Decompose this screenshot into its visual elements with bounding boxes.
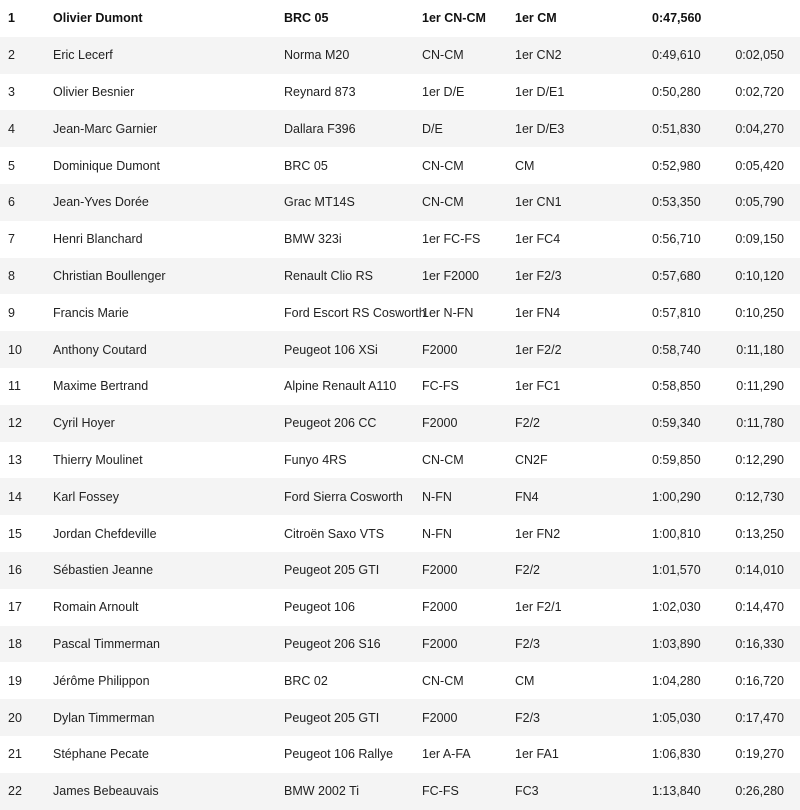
gap-cell bbox=[727, 0, 800, 37]
group-cell: F2000 bbox=[422, 699, 515, 736]
table-row bbox=[0, 221, 800, 258]
class-cell: CM bbox=[515, 673, 535, 688]
position-cell: 6 bbox=[0, 184, 53, 221]
class-cell: F2/2 bbox=[515, 405, 652, 442]
class-cell: F2/2 bbox=[515, 552, 652, 589]
group-cell: FC-FS bbox=[422, 379, 459, 394]
car-model-cell: Peugeot 106 Rallye bbox=[284, 747, 394, 762]
group-cell: CN-CM bbox=[422, 184, 515, 221]
car-model-cell: Funyo 4RS bbox=[284, 452, 347, 467]
position-cell: 14 bbox=[0, 478, 53, 515]
driver-name-cell: Olivier Besnier bbox=[53, 84, 135, 99]
group-cell: 1er FC-FS bbox=[422, 232, 481, 247]
car-model-cell: Norma M20 bbox=[284, 37, 422, 74]
group-cell: F2000 bbox=[422, 405, 515, 442]
class-cell: 1er D/E3 bbox=[515, 110, 652, 147]
table-row bbox=[0, 258, 800, 295]
table-row bbox=[0, 368, 800, 405]
position-cell: 22 bbox=[0, 773, 53, 810]
car-model-cell: Renault Clio RS bbox=[284, 258, 422, 295]
time-cell: 0:47,560 bbox=[652, 11, 702, 26]
position-cell: 8 bbox=[0, 258, 53, 295]
car-model-cell: Peugeot 206 S16 bbox=[284, 626, 422, 663]
class-cell: CN2F bbox=[515, 452, 548, 467]
class-cell: 1er FC4 bbox=[515, 232, 561, 247]
gap-cell: 0:05,420 bbox=[735, 158, 784, 173]
time-cell: 0:56,710 bbox=[652, 232, 701, 247]
position-cell: 2 bbox=[0, 37, 53, 74]
time-cell: 1:00,810 bbox=[652, 526, 701, 541]
position-cell: 12 bbox=[0, 405, 53, 442]
gap-cell: 0:19,270 bbox=[735, 747, 784, 762]
class-cell: F2/3 bbox=[515, 699, 652, 736]
time-cell: 1:03,890 bbox=[652, 626, 727, 663]
car-model-cell: BRC 02 bbox=[284, 673, 328, 688]
time-cell: 0:52,980 bbox=[652, 158, 701, 173]
position-cell: 1 bbox=[8, 11, 15, 26]
time-cell: 1:00,290 bbox=[652, 478, 727, 515]
position-cell: 10 bbox=[0, 331, 53, 368]
table-row bbox=[0, 184, 800, 221]
table-row bbox=[0, 37, 800, 74]
class-cell: 1er F2/3 bbox=[515, 258, 652, 295]
driver-name-cell: Dylan Timmerman bbox=[53, 699, 284, 736]
class-cell: FC3 bbox=[515, 773, 652, 810]
time-cell: 0:58,740 bbox=[652, 331, 727, 368]
driver-name-cell: Olivier Dumont bbox=[53, 11, 143, 26]
class-cell: 1er FN2 bbox=[515, 526, 561, 541]
class-cell: 1er FA1 bbox=[515, 747, 559, 762]
time-cell: 0:53,350 bbox=[652, 184, 727, 221]
group-cell: F2000 bbox=[422, 552, 515, 589]
group-cell: F2000 bbox=[422, 600, 458, 615]
driver-name-cell: Romain Arnoult bbox=[53, 600, 139, 615]
time-cell: 1:04,280 bbox=[652, 673, 701, 688]
gap-cell: 0:11,290 bbox=[736, 379, 784, 394]
time-cell: 0:49,610 bbox=[652, 37, 727, 74]
driver-name-cell: Francis Marie bbox=[53, 305, 129, 320]
position-cell: 3 bbox=[8, 84, 15, 99]
gap-cell: 0:26,280 bbox=[727, 773, 800, 810]
position-cell: 9 bbox=[8, 305, 15, 320]
time-cell: 1:06,830 bbox=[652, 747, 701, 762]
time-cell: 1:13,840 bbox=[652, 773, 727, 810]
table-row bbox=[0, 147, 800, 184]
driver-name-cell: James Bebeauvais bbox=[53, 773, 284, 810]
table-row bbox=[0, 405, 800, 442]
class-cell: CM bbox=[515, 158, 535, 173]
position-cell: 15 bbox=[8, 526, 22, 541]
gap-cell: 0:11,180 bbox=[727, 331, 800, 368]
gap-cell: 0:12,290 bbox=[735, 452, 784, 467]
table-row bbox=[0, 552, 800, 589]
car-model-cell: Dallara F396 bbox=[284, 110, 422, 147]
time-cell: 0:57,810 bbox=[652, 305, 701, 320]
driver-name-cell: Jordan Chefdeville bbox=[53, 526, 157, 541]
group-cell: N-FN bbox=[422, 478, 515, 515]
position-cell: 21 bbox=[8, 747, 22, 762]
table-row bbox=[0, 626, 800, 663]
group-cell: D/E bbox=[422, 110, 515, 147]
table-row bbox=[0, 0, 800, 37]
car-model-cell: Peugeot 106 bbox=[284, 600, 355, 615]
time-cell: 0:50,280 bbox=[652, 84, 701, 99]
car-model-cell: Citroën Saxo VTS bbox=[284, 526, 385, 541]
gap-cell: 0:02,720 bbox=[735, 84, 784, 99]
driver-name-cell: Pascal Timmerman bbox=[53, 626, 284, 663]
car-model-cell: BRC 05 bbox=[284, 158, 328, 173]
gap-cell: 0:10,250 bbox=[735, 305, 784, 320]
car-model-cell: Peugeot 206 CC bbox=[284, 405, 422, 442]
time-cell: 1:02,030 bbox=[652, 600, 701, 615]
time-cell: 1:05,030 bbox=[652, 699, 727, 736]
time-cell: 0:59,340 bbox=[652, 405, 727, 442]
position-cell: 20 bbox=[0, 699, 53, 736]
position-cell: 19 bbox=[8, 673, 22, 688]
driver-name-cell: Maxime Bertrand bbox=[53, 379, 149, 394]
group-cell: 1er D/E bbox=[422, 84, 465, 99]
table-row bbox=[0, 736, 800, 773]
car-model-cell: BMW 323i bbox=[284, 232, 342, 247]
driver-name-cell: Dominique Dumont bbox=[53, 158, 160, 173]
car-model-cell: Grac MT14S bbox=[284, 184, 422, 221]
driver-name-cell: Jean-Yves Dorée bbox=[53, 184, 284, 221]
driver-name-cell: Karl Fossey bbox=[53, 478, 284, 515]
table-row bbox=[0, 773, 800, 810]
class-cell: 1er FN4 bbox=[515, 305, 561, 320]
gap-cell: 0:16,720 bbox=[735, 673, 784, 688]
car-model-cell: Alpine Renault A110 bbox=[284, 379, 397, 394]
position-cell: 4 bbox=[0, 110, 53, 147]
table-row bbox=[0, 478, 800, 515]
class-cell: 1er FC1 bbox=[515, 379, 561, 394]
driver-name-cell: Jean-Marc Garnier bbox=[53, 110, 284, 147]
gap-cell: 0:11,780 bbox=[727, 405, 800, 442]
car-model-cell: Ford Escort RS Cosworth bbox=[284, 305, 426, 320]
group-cell: CN-CM bbox=[422, 673, 464, 688]
car-model-cell: Ford Sierra Cosworth bbox=[284, 478, 422, 515]
gap-cell: 0:17,470 bbox=[727, 699, 800, 736]
group-cell: 1er CN-CM bbox=[422, 11, 486, 26]
position-cell: 16 bbox=[0, 552, 53, 589]
gap-cell: 0:14,010 bbox=[727, 552, 800, 589]
driver-name-cell: Cyril Hoyer bbox=[53, 405, 284, 442]
class-cell: 1er CN2 bbox=[515, 37, 652, 74]
gap-cell: 0:02,050 bbox=[727, 37, 800, 74]
time-cell: 1:01,570 bbox=[652, 552, 727, 589]
class-cell: 1er F2/2 bbox=[515, 331, 652, 368]
group-cell: CN-CM bbox=[422, 158, 464, 173]
gap-cell: 0:05,790 bbox=[727, 184, 800, 221]
driver-name-cell: Henri Blanchard bbox=[53, 232, 143, 247]
driver-name-cell: Christian Boullenger bbox=[53, 258, 284, 295]
gap-cell: 0:14,470 bbox=[735, 600, 784, 615]
car-model-cell: Reynard 873 bbox=[284, 84, 356, 99]
time-cell: 0:57,680 bbox=[652, 258, 727, 295]
group-cell: F2000 bbox=[422, 626, 515, 663]
time-cell: 0:58,850 bbox=[652, 379, 701, 394]
group-cell: 1er N-FN bbox=[422, 305, 474, 320]
gap-cell: 0:12,730 bbox=[727, 478, 800, 515]
group-cell: F2000 bbox=[422, 331, 515, 368]
table-row bbox=[0, 110, 800, 147]
gap-cell: 0:13,250 bbox=[735, 526, 784, 541]
gap-cell: 0:09,150 bbox=[735, 232, 784, 247]
table-row bbox=[0, 331, 800, 368]
driver-name-cell: Stéphane Pecate bbox=[53, 747, 149, 762]
table-row bbox=[0, 74, 800, 111]
driver-name-cell: Thierry Moulinet bbox=[53, 452, 143, 467]
table-row bbox=[0, 699, 800, 736]
position-cell: 5 bbox=[8, 158, 15, 173]
class-cell: 1er D/E1 bbox=[515, 84, 565, 99]
table-row bbox=[0, 294, 800, 331]
time-cell: 0:59,850 bbox=[652, 452, 701, 467]
position-cell: 11 bbox=[8, 379, 21, 394]
position-cell: 17 bbox=[8, 600, 22, 615]
car-model-cell: Peugeot 205 GTI bbox=[284, 699, 422, 736]
driver-name-cell: Anthony Coutard bbox=[53, 331, 284, 368]
table-row bbox=[0, 589, 800, 626]
car-model-cell: BRC 05 bbox=[284, 11, 329, 26]
table-row bbox=[0, 442, 800, 479]
car-model-cell: Peugeot 205 GTI bbox=[284, 552, 422, 589]
position-cell: 18 bbox=[0, 626, 53, 663]
gap-cell: 0:10,120 bbox=[727, 258, 800, 295]
table-row bbox=[0, 662, 800, 699]
group-cell: 1er F2000 bbox=[422, 258, 515, 295]
group-cell: FC-FS bbox=[422, 773, 515, 810]
group-cell: CN-CM bbox=[422, 37, 515, 74]
position-cell: 7 bbox=[8, 232, 15, 247]
class-cell: 1er F2/1 bbox=[515, 600, 562, 615]
class-cell: 1er CN1 bbox=[515, 184, 652, 221]
car-model-cell: Peugeot 106 XSi bbox=[284, 331, 422, 368]
driver-name-cell: Sébastien Jeanne bbox=[53, 552, 284, 589]
group-cell: N-FN bbox=[422, 526, 452, 541]
car-model-cell: BMW 2002 Ti bbox=[284, 773, 422, 810]
group-cell: 1er A-FA bbox=[422, 747, 471, 762]
class-cell: F2/3 bbox=[515, 626, 652, 663]
gap-cell: 0:16,330 bbox=[727, 626, 800, 663]
driver-name-cell: Eric Lecerf bbox=[53, 37, 284, 74]
time-cell: 0:51,830 bbox=[652, 110, 727, 147]
gap-cell: 0:04,270 bbox=[727, 110, 800, 147]
position-cell: 13 bbox=[8, 452, 22, 467]
driver-name-cell: Jérôme Philippon bbox=[53, 673, 150, 688]
class-cell: FN4 bbox=[515, 478, 652, 515]
table-row bbox=[0, 515, 800, 552]
group-cell: CN-CM bbox=[422, 452, 464, 467]
class-cell: 1er CM bbox=[515, 11, 557, 26]
